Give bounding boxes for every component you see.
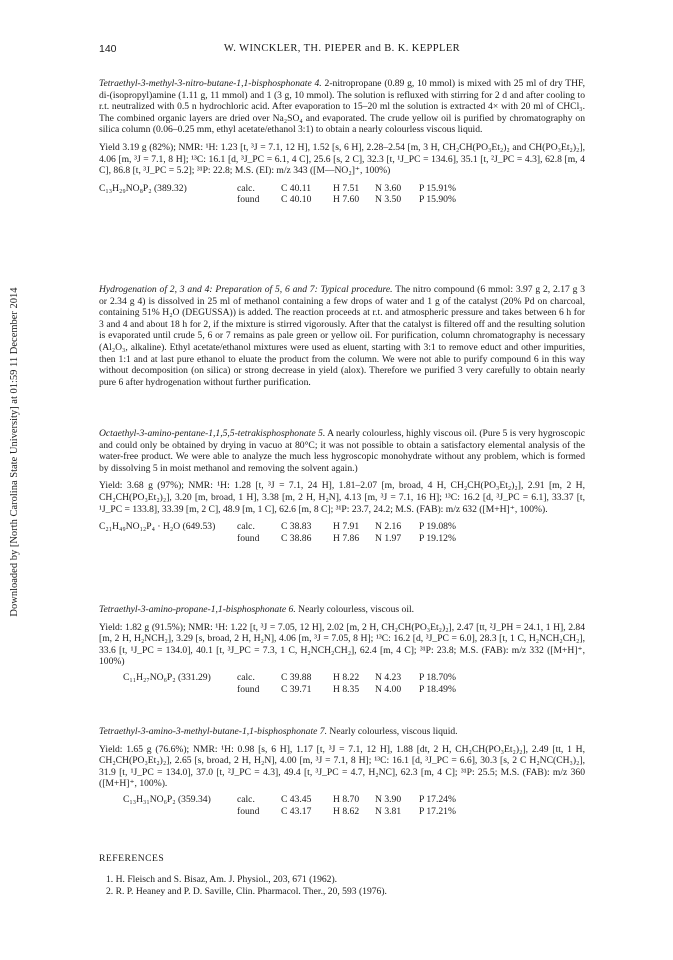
found-h: H 8.35 (333, 683, 360, 695)
hydrogenation-title: Hydrogenation of 2, 3 and 4: Preparation of 5, 6 and 7: Typical procedure. (99, 284, 393, 295)
compound-4-title: Tetraethyl-3-methyl-3-nitro-butane-1,1-bisphosphonate 4. (99, 78, 322, 89)
calc-label: calc. (237, 182, 255, 194)
calc-c: C 40.11 (281, 182, 312, 194)
compound-7-title: Tetraethyl-3-amino-3-methyl-butane-1,1-bisphosphonate 7. (99, 726, 327, 737)
calc-p: P 18.70% (419, 671, 456, 683)
compound-5-title: Octaethyl-3-amino-pentane-1,1,5,5-tetrakisphosphonate 5. (99, 428, 326, 439)
calc-n: N 4.23 (375, 671, 402, 683)
formula: C₂₁H₄₉NO₁₂P₄ · H₂O (649.53) (99, 521, 216, 533)
compound-5-spectra: Yield: 3.68 g (97%); NMR: ¹H: 1.28 [t, ³J = 7.1, 24 H], 1.81–2.07 [m, broad, 4 H, CH₂CH(PO₃Et₂)₂], 2.91 [m, 2 H, CH₂CH(PO₃Et₂)₂], 3.20 [m, broad, 1 H], 3.38 [m, 2 H, H₂N], 4.13 [m, ³J = 7.1, 16 H]; ¹³C: 16.2 [d, ³J_PC = 6.1], 33.37 [t, ¹J_PC = 133.8], 33.39 [m, 2 C], 48.9 [m, 1 C], 62.6 [m, 8 C]; ³¹P: 23.7, 24.2; M.S. (FAB): m/z 632 ([M+H]⁺, 100%). (99, 480, 585, 515)
compound-7-spectra: Yield: 1.65 g (76.6%); NMR: ¹H: 0.98 [s, 6 H], 1.17 [t, ³J = 7.1, 12 H], 1.88 [dt, 2 H, CH₂CH(PO₃Et₂)₂], 2.49 [tt, 1 H, CH₂CH(PO₃Et₂)₂], 2.65 [s, broad, 2 H, H₂N], 4.00 [m, ³J = 7.1, 8 H]; ¹³C: 16.1 [d, ³J_PC = 6.6], 30.3 [s, 2 C H₂NC(CH₃)₂], 31.9 [t, ¹J_PC = 134.0], 37.0 [t, ²J_PC = 4.3], 49.4 [t, ³J_PC = 4.7, H₂NC], 62.3 [m, 4 C]; ³¹P: 25.5; M.S. (FAB): m/z 360 ([M+H]⁺, 100%). (99, 743, 585, 790)
calc-h: H 7.51 (333, 182, 360, 194)
calc-n: N 2.16 (375, 521, 402, 533)
found-c: C 43.17 (281, 805, 312, 817)
calc-p: P 17.24% (419, 793, 456, 805)
reference-item: 2. R. P. Heaney and P. D. Saville, Clin. Pharmacol. Ther., 20, 593 (1976). (106, 885, 387, 897)
found-n: N 3.50 (375, 194, 402, 206)
reference-item: 1. H. Fleisch and S. Bisaz, Am. J. Physiol., 203, 671 (1962). (106, 874, 338, 885)
compound-5-section (99, 428, 585, 544)
found-label: found (237, 683, 260, 695)
calc-h: H 8.22 (333, 671, 360, 683)
compound-6-section (99, 604, 585, 695)
calc-c: C 38.83 (281, 521, 312, 533)
found-label: found (237, 532, 260, 544)
calc-h: H 7.91 (333, 521, 360, 533)
found-c: C 38.86 (281, 532, 312, 544)
compound-6-analysis (123, 672, 456, 695)
found-h: H 7.86 (333, 532, 360, 544)
formula: C₁₃H₃₁NO₆P₂ (359.34) (123, 793, 211, 805)
calc-label: calc. (237, 671, 255, 683)
compound-4-section (99, 78, 585, 206)
hydrogenation-section (99, 284, 585, 388)
found-p: P 18.49% (419, 683, 456, 695)
compound-6-spectra: Yield: 1.82 g (91.5%); NMR: ¹H: 1.22 [t, ³J = 7.05, 12 H], 2.02 [m, 2 H, CH₂CH(PO₃Et₂)₂], 2.47 [tt, ²J_PH = 24.1, 1 H], 2.84 [m, 2 H, H₂NCH₂], 3.29 [s, broad, 2 H, H₂N], 4.06 [m, ³J = 7.05, 8 H]; ¹³C: 16.2 [d, ³J_PC = 6.0], 28.3 [t, 1 C, H₂NCH₂CH₂], 33.6 [t, ¹J_PC = 134.0], 40.1 [t, ³J_PC = 7.3, 1 C, H₂NCH₂CH₂], 62.4 [m, 4 C]; ³¹P: 23.8; M.S. (FAB): m/z 332 ([M+H]⁺, 100%) (99, 621, 585, 668)
compound-7-analysis (123, 794, 456, 817)
found-c: C 39.71 (281, 683, 312, 695)
hydrogenation-procedure: The nitro compound (6 mmol: 3.97 g 2, 2.17 g 3 or 2.34 g 4) is dissolved in 25 ml of methanol containing a few drops of water and 1 g of the catalyst (20% Pd on charcoal, containing 51% H₂O (DEGUSSA)) is added. The reaction proceeds at r.t. and atmospheric pressure and takes between 6 h for 3 and 4 and about 18 h for 2, if the mixture is stirred vigorously. After that the catalyst is filtered off and the resulting solution is evaporated until crude 5, 6 or 7 remains as pale green or yellow oil. For purification, column chromatography is necessary (Al₂O₃, alkaline). Ethyl acetate/ethanol mixtures were used as eluent, starting with 3:1 to remove educt and other impurities, then 1:1 and at last pure ethanol to eluate the product from the column. We were not able to purify compound 6 in this way without decomposition (on silica) or strong decrease in yield (alox). Therefore we purified 3 very carefully to obtain nearly pure 6 after hydrogenation without further purification. (99, 284, 585, 388)
calc-c: C 43.45 (281, 793, 312, 805)
download-watermark: Downloaded by [North Carolina State University] at 01:59 11 December 2014 (9, 287, 20, 617)
found-label: found (237, 805, 260, 817)
calc-h: H 8.70 (333, 793, 360, 805)
compound-7-section (99, 726, 585, 817)
found-p: P 17.21% (419, 805, 456, 817)
compound-7-description: Nearly colourless, viscous liquid. (329, 726, 458, 737)
calc-c: C 39.88 (281, 671, 312, 683)
found-h: H 8.62 (333, 805, 360, 817)
compound-6-title: Tetraethyl-3-amino-propane-1,1-bisphosphonate 6. (99, 604, 296, 615)
calc-label: calc. (237, 521, 255, 533)
formula: C₁₃H₂₉NO₈P₂ (389.32) (99, 182, 187, 194)
references-list (106, 874, 586, 897)
found-n: N 1.97 (375, 532, 402, 544)
calc-p: P 19.08% (419, 521, 456, 533)
page-number: 140 (99, 43, 117, 55)
found-h: H 7.60 (333, 194, 360, 206)
compound-4-procedure: 2-nitropropane (0.89 g, 10 mmol) is mixed with 25 ml of dry THF, di-(isopropyl)amine (1.11 g, 11 mmol) and 1 (3 g, 10 mmol). The solution is refluxed with stirring for 2 d and after cooling to r.t. neutralized with 0.5 n hydrochloric acid. After evaporation to 15–20 ml the solution is extracted 4× with 20 ml of CHCl₃. The combined organic layers are dried over Na₂SO₄ and evaporated. The crude yellow oil is purified by chromatography on silica column (0.06–0.25 mm, ethyl acetate/ethanol 3:1) to obtain a nearly colourless viscous liquid. (99, 78, 586, 136)
compound-4-spectra: Yield 3.19 g (82%); NMR: ¹H: 1.23 [t, ³J = 7.1, 12 H], 1.52 [s, 6 H], 2.28–2.54 [m, 3 H, CH₂CH(PO₃Et₂)₂ and CH(PO₃Et₂)₂], 4.06 [m, ³J = 7.1, 8 H]; ¹³C: 16.1 [d, ³J_PC = 6.1, 4 C], 25.6 [s, 2 C], 32.3 [t, ¹J_PC = 134.6], 35.1 [t, ²J_PC = 4.3], 62.8 [m, 4 C], 86.8 [t, ³J_PC = 5.2]; ³¹P: 22.8; M.S. (EI): m/z 343 ([M—NO₂]⁺, 100%) (99, 141, 585, 177)
found-n: N 4.00 (375, 683, 402, 695)
compound-5-analysis (99, 521, 456, 544)
found-c: C 40.10 (281, 194, 312, 206)
running-head: W. WINCKLER, TH. PIEPER and B. K. KEPPLER (223, 43, 461, 54)
compound-4-analysis (99, 183, 456, 206)
found-n: N 3.81 (375, 805, 402, 817)
found-p: P 15.90% (419, 194, 456, 206)
formula: C₁₁H₂₇NO₆P₂ (331.29) (123, 671, 211, 683)
compound-6-description: Nearly colourless, viscous oil. (298, 604, 415, 615)
calc-label: calc. (237, 793, 255, 805)
calc-n: N 3.90 (375, 793, 402, 805)
found-label: found (237, 194, 260, 206)
page-header (99, 43, 585, 57)
references-heading: REFERENCES (99, 853, 165, 864)
found-p: P 19.12% (419, 532, 456, 544)
calc-p: P 15.91% (419, 182, 456, 194)
compound-5-description: A nearly colourless, highly viscous oil. (Pure 5 is very hygroscopic and could only be obtained by drying in vacuo at 80°C; it was not possible to obtain a satisfactory elemental analysis of the water-free product. We were able to analyze the much less hygroscopic monohydrate without any problem, which is formed by dissolving 5 in moist methanol and removing the solvent again.) (99, 428, 585, 474)
calc-n: N 3.60 (375, 182, 402, 194)
